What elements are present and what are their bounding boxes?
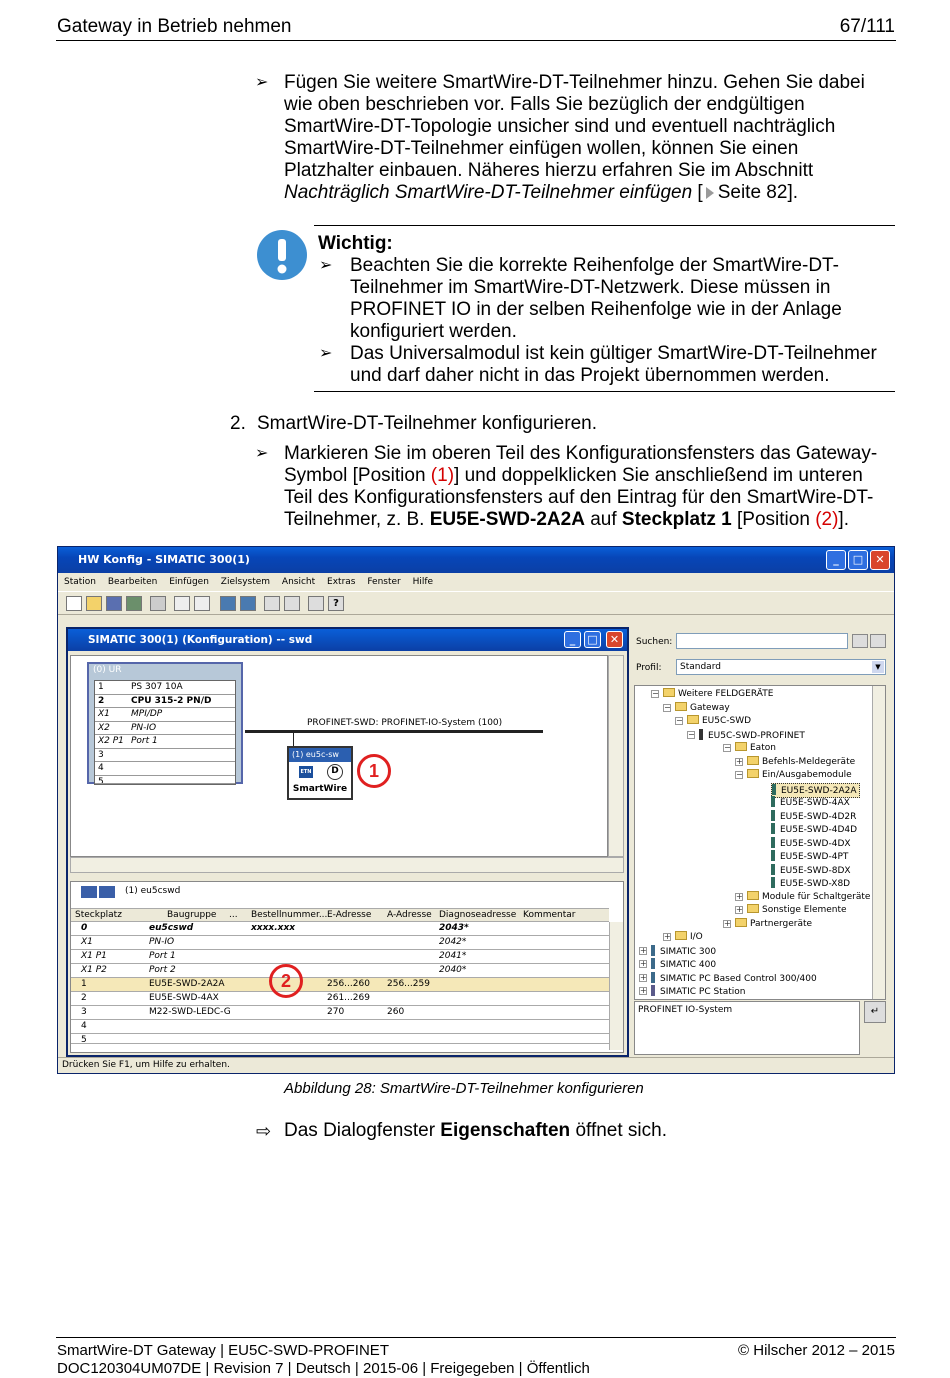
text-line: Nachträglich SmartWire-DT-Teilnehmer einfügen [ Seite 82].	[284, 182, 798, 203]
window-title: HW Konfig - SIMATIC 300(1)	[78, 553, 250, 566]
position-marker-2: 2	[269, 964, 303, 998]
config-window	[66, 627, 629, 1057]
bullet-marker: ➢	[255, 74, 269, 91]
tree-node[interactable]: EU5E-SWD-4PT	[771, 850, 848, 863]
footer-left	[57, 1342, 590, 1378]
notice-bottom-rule	[314, 391, 895, 392]
step-title: SmartWire-DT-Teilnehmer konfigurieren.	[257, 413, 597, 434]
profile-select[interactable]: Standard ▼	[676, 659, 886, 675]
print-icon[interactable]	[150, 596, 166, 611]
copy-icon[interactable]	[174, 596, 190, 611]
tree-node[interactable]: Weitere FELDGERÄTE	[663, 688, 773, 700]
window-titlebar	[58, 547, 894, 573]
slot-table-panel	[70, 881, 624, 1053]
tree-node[interactable]: Befehls-Meldegeräte	[747, 756, 855, 768]
menu-zielsystem[interactable]: Zielsystem	[220, 577, 271, 587]
tree-node-selected[interactable]: EU5E-SWD-2A2A	[771, 783, 860, 798]
bus-label: PROFINET-SWD: PROFINET-IO-System (100)	[307, 718, 503, 728]
notice-title: Wichtig:	[318, 233, 393, 254]
help-icon[interactable]: ?	[328, 596, 344, 611]
toolbar	[58, 591, 894, 615]
result-marker: ⇨	[256, 1121, 272, 1141]
config-maximize-button[interactable]: □	[584, 631, 601, 648]
tree-node[interactable]: SIMATIC PC Based Control 300/400	[651, 972, 817, 985]
cross-reference-title: Nachträglich SmartWire-DT-Teilnehmer einfügen	[284, 182, 693, 203]
tree-node[interactable]: Eaton	[735, 742, 776, 754]
minimize-button[interactable]: _	[826, 550, 846, 570]
notice-top-rule	[314, 225, 895, 226]
footer-line-1: SmartWire-DT Gateway | EU5C-SWD-PROFINET	[57, 1342, 389, 1359]
link-arrow-icon	[706, 187, 714, 199]
save-icon[interactable]	[106, 596, 122, 611]
menu-station[interactable]: Station	[64, 577, 96, 587]
menu-hilfe[interactable]: Hilfe	[412, 577, 434, 587]
gateway-device[interactable]	[287, 746, 353, 800]
device-label: (1) eu5c-sw	[289, 748, 351, 762]
bullet-paragraph	[284, 72, 894, 204]
tree-node[interactable]: Ein/Ausgabemodule	[747, 769, 852, 781]
chevron-down-icon: ▼	[872, 661, 884, 673]
module-path: (1) eu5cswd	[125, 886, 181, 896]
config-close-button[interactable]: ✕	[606, 631, 623, 648]
menu-einfuegen[interactable]: Einfügen	[169, 577, 209, 587]
menu-bar	[58, 573, 894, 591]
tree-node[interactable]: EU5C-SWD	[687, 715, 751, 727]
notice-item-order: Beachten Sie die korrekte Reihenfolge der SmartWire-DT- Teilnehmer im SmartWire-DT-Netzwerk. Diese müssen in PROFINET IO in der selben Reihenfolge wie in der Anlage konfiguriert werden.	[350, 255, 842, 342]
text-line: Fügen Sie weitere SmartWire-DT-Teilnehmer hinzu. Gehen Sie dabei	[284, 72, 865, 93]
position-marker-1: 1	[357, 754, 391, 788]
footer-line-2: DOC120304UM07DE | Revision 7 | Deutsch | 2015-06 | Freigegeben | Öffentlich	[57, 1360, 590, 1377]
compile-icon[interactable]	[126, 596, 142, 611]
step-instruction: Markieren Sie im oberen Teil des Konfigurationsfensters das Gateway- Symbol [Position (1)] und doppelklicken Sie anschließend im unteren Teil des Konfigurationsfensters auf den Eintrag für den SmartWire-DT- Teilnehmer, z. B. EU5E-SWD-2A2A auf Steckplatz 1 [Position (2)].	[284, 443, 878, 530]
search-down-icon[interactable]	[852, 634, 868, 648]
table-row[interactable]: X1 PN-IO 2042*	[71, 936, 609, 950]
tree-node[interactable]: Module für Schaltgeräte	[747, 891, 870, 903]
notice-item-universal: Das Universalmodul ist kein gültiger SmartWire-DT-Teilnehmer und darf daher nicht in das Projekt übernommen werden.	[350, 343, 877, 386]
paste-icon[interactable]	[194, 596, 210, 611]
vertical-scrollbar[interactable]	[608, 655, 624, 857]
menu-bearbeiten[interactable]: Bearbeiten	[107, 577, 158, 587]
tree-node[interactable]: EU5E-SWD-4D2R	[771, 810, 856, 823]
device-brand: SmartWire	[292, 784, 348, 794]
text-line: SmartWire-DT-Teilnehmer einfügen wollen, können Sie einen	[284, 138, 799, 159]
table-row[interactable]: 3 M22-SWD-LEDC-G 270 260	[71, 1006, 609, 1020]
figure-caption: Abbildung 28: SmartWire-DT-Teilnehmer konfigurieren	[284, 1080, 644, 1097]
tree-node[interactable]: Gateway	[675, 702, 730, 714]
rack[interactable]	[87, 662, 243, 784]
page-number: 67/111	[839, 16, 895, 37]
header-rule	[56, 40, 896, 41]
info-toggle-icon[interactable]: ↵	[864, 1001, 886, 1023]
tree-node[interactable]: EU5E-SWD-4DX	[771, 837, 851, 850]
table-row[interactable]: X1 P1 Port 1 2041*	[71, 950, 609, 964]
profinet-bus-line[interactable]	[245, 730, 543, 733]
result-text: Das Dialogfenster Eigenschaften öffnet sich.	[284, 1120, 667, 1141]
table-scrollbar[interactable]	[609, 922, 623, 1050]
search-label: Suchen:	[636, 637, 673, 647]
catalog-icon[interactable]	[264, 596, 280, 611]
new-icon[interactable]	[66, 596, 82, 611]
table-row-selected[interactable]: 1 EU5E-SWD-2A2A 256...260 256...259	[71, 978, 609, 992]
step-number: 2.	[230, 413, 246, 434]
menu-fenster[interactable]: Fenster	[367, 577, 401, 587]
close-button[interactable]: ✕	[870, 550, 890, 570]
status-text: Drücken Sie F1, um Hilfe zu erhalten.	[62, 1060, 230, 1070]
window-icon[interactable]	[284, 596, 300, 611]
footer-copyright: © Hilscher 2012 – 2015	[738, 1342, 895, 1359]
table-row[interactable]: 4	[71, 1020, 609, 1034]
maximize-button[interactable]: □	[848, 550, 868, 570]
horizontal-scrollbar[interactable]	[70, 857, 624, 873]
eaton-logo-icon: ETN	[299, 766, 313, 778]
tree-node[interactable]: EU5E-SWD-8DX	[771, 864, 851, 877]
bullet-marker: ➢	[319, 345, 333, 362]
catalog-tree: − Weitere FELDGERÄTE − Gateway − EU5C-SWD − EU5C-SWD-PROFINET − Eaton + Befehls-Meldegeräte − Ein/Ausgabemodule EU5E-SWD-2A2A EU5E-SWD-4AX EU5E-SWD-4D2R EU5E-SWD-4D4D EU5E-SWD-4DX EU5E-SWD-4PT EU5E-SWD-8DX EU5E-SWD-X8D + Module für Schaltgeräte + Sonstige Elemente + Partnergeräte + I/O + SIMATIC 300 + SIMATIC 400 + SIMATIC PC Based Control 300/400 + SIMATIC PC Station	[634, 685, 886, 1000]
tree-node[interactable]: SIMATIC 300	[651, 945, 716, 958]
tree-scrollbar[interactable]	[872, 686, 885, 999]
hw-config-screenshot	[57, 546, 895, 1074]
hardware-catalog	[630, 615, 894, 1059]
info-text: PROFINET IO-System	[638, 1005, 733, 1015]
tree-node[interactable]: EU5E-SWD-4D4D	[771, 823, 857, 836]
page-link[interactable]: Seite 82].	[717, 182, 798, 203]
table-row[interactable]: 5	[71, 1034, 609, 1044]
info-box	[634, 1001, 860, 1055]
status-bar	[58, 1057, 894, 1073]
config-window-titlebar	[68, 629, 627, 651]
back-arrow-icon[interactable]	[81, 886, 97, 898]
search-up-icon[interactable]	[870, 634, 886, 648]
footer-rule	[56, 1337, 896, 1338]
rack-grid: 1 PS 307 10A 2 CPU 315-2 PN/D X1 MPI/DP X2 PN-IO X2 P1 Port 1 3 4 5	[94, 680, 236, 785]
search-input[interactable]	[676, 633, 848, 649]
profinet-icon: D	[327, 764, 343, 780]
exclamation-icon	[256, 229, 308, 281]
tree-node[interactable]: Sonstige Elemente	[747, 904, 847, 916]
tree-node[interactable]: SIMATIC PC Station	[651, 985, 745, 998]
text-line: Platzhalter einbauen. Näheres hierzu erfahren Sie im Abschnitt	[284, 160, 814, 181]
bullet-marker: ➢	[319, 257, 333, 274]
upload-icon[interactable]	[240, 596, 256, 611]
config-window-title: SIMATIC 300(1) (Konfiguration) -- swd	[88, 634, 313, 646]
station-view	[70, 655, 608, 857]
table-row[interactable]: 2 EU5E-SWD-4AX 261...269	[71, 992, 609, 1006]
header-title: Gateway in Betrieb nehmen	[57, 16, 292, 37]
tree-node[interactable]: Partnergeräte	[735, 918, 812, 930]
forward-arrow-icon[interactable]	[99, 886, 115, 898]
tree-node[interactable]: EU5E-SWD-4AX	[771, 796, 850, 809]
menu-extras[interactable]: Extras	[327, 577, 356, 587]
download-icon[interactable]	[220, 596, 236, 611]
text-line: wie oben beschrieben vor. Falls Sie bezüglich der endgültigen	[284, 94, 805, 115]
tree-node[interactable]: EU5C-SWD-PROFINET	[699, 729, 805, 742]
bullet-marker: ➢	[255, 445, 269, 462]
bus-drop-line	[293, 732, 294, 747]
config-minimize-button[interactable]: _	[564, 631, 581, 648]
rack-title: (0) UR	[93, 665, 122, 675]
network-icon[interactable]	[308, 596, 324, 611]
tree-node[interactable]: SIMATIC 400	[651, 958, 716, 971]
tree-node[interactable]: I/O	[675, 931, 703, 943]
tree-node[interactable]: EU5E-SWD-X8D	[771, 877, 850, 890]
table-row[interactable]: X1 P2 Port 2 2040*	[71, 964, 609, 978]
open-icon[interactable]	[86, 596, 102, 611]
profile-label: Profil:	[636, 663, 662, 673]
table-header: Steckplatz Baugruppe ... Bestellnummer... E-Adresse A-Adresse Diagnoseadresse Kommentar	[71, 908, 609, 922]
table-row[interactable]: 0 eu5cswd xxxx.xxx 2043*	[71, 922, 609, 936]
text-line: SmartWire-DT-Topologie unsicher sind und eventuell nachträglich	[284, 116, 836, 137]
menu-ansicht[interactable]: Ansicht	[281, 577, 316, 587]
